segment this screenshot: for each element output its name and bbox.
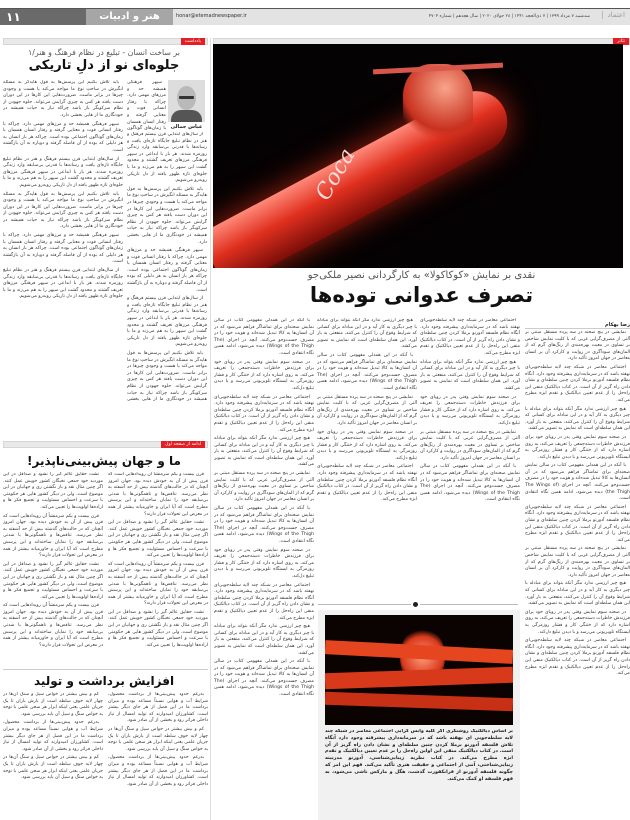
paragraph: نشت حقایق عالم گیر را نشود و صداقل در این موردید خود جمعی نخبگان کشور خویش عمل کنند. اگر چنین مثال نقد و باز نگشتن ری و جهانیان در این موضوع است، ولی در دیگر کشور هایی هر حکومتی با سرعت و احساس مسئولیت و تجمیع فکر ها و اراده‌ها اولویت‌ها را تعیین می‌کند. [3,472,103,510]
paragraph: در صحنه سوم نمایش وقتی پدر در رویای خود برای فرزندش خاطرات دسته‌جمعی را تعریف می‌کند، به روی اشاره دارد که از ختنگی کار و فشار روزمرگی به ایستگاه تلویزیونی می‌رسد و با دیدن تبلیغ دل‌کند. [214,547,314,579]
continued-tag: ادامه از صفحه اول [161,441,205,448]
theater-column-3 [317,318,417,590]
paragraph: باید تلاش بکنیم این پرسش‌ها به قول هایدگر به مسئله انگیزش در ساحتِ نوع ما مواجه می‌کند یا هست و وجودی چیزها در برابر ماست. ضرورت‌هایی این کارها در این دوران دست یافته هر کس به چیزی گرایش می‌تواند. جلوه جهودن از نظام سرکوبگر باز باشد چراکه نیاز به حیات همیشه در خودنگاری ما از هایی بخشی دارد. [3,80,123,118]
paragraph: اجتماعی معاصر در شبکه چند لایه سلطه‌جویی‌ای نهفته باشد که در سرمایه‌داری پیشرفته وجود دارد. آنگاه نظام فلسفه آدورنو برملا کردن چنین سلطه‌ای و نشان دادن راه گریز از آن است. در کتاب دیالکتیک منفی این راه‌حل را از عدم تعیین دیالکتیک و تقدم ابژه مطرح می‌کند. [525,364,630,403]
paragraph: اجتماعی معاصر در شبکه چند لایه سلطه‌جویی‌ای نهفته باشد که در سرمایه‌داری پیشرفته وجود دارد. آنگاه نظام فلسفه آدورنو برملا کردن چنین سلطه‌ای و نشان دادن راه گریز از آن است. در کتاب دیالکتیک منفی این راه‌حل را از عدم تعیین دیالکتیک و تقدم ابژه مطرح می‌کند. [214,394,314,433]
paragraph: باید تلاش بکنیم این پرسش‌ها به قول هایدگر به مسئله انگیزش در ساحتِ نوع ما مواجه می‌کند یا هست و وجودی چیزها در برابر ماست. ضرورت‌هایی این کارها در این دوران دست یافته هر کس به چیزی گرایش می‌تواند. جلوه جهودن از نظام سرکوبگر باز باشد چراکه نیاز به حیات همیشه در خودنگاری ما از هایی بخشی [127,351,207,403]
paragraph: اجتماعی معاصر در شبکه چند لایه سلطه‌جویی‌ای نهفته باشد که در سرمایه‌داری پیشرفته وجود دارد. آنگاه نظام فلسفه آدورنو برملا کردن چنین سلطه‌ای و نشان دادن راه گریز از آن است. در کتاب دیالکتیک منفی این راه‌حل را از عدم تعیین دیالکتیک و تقدم ابژه مطرح می‌کند. [525,504,630,543]
paragraph: نمایشی در پنج صحنه در سه پرده مستقل مبتنی بر آلتی از مصرف‌گرایی غربی که با کلیت نمایش شاخص بر تساوی در معیت بهره‌مندی از رنگ‌های گرم که از المان‌های سودآگری در روایت و کارکرد آن بر انسان معاصر در جهان امروز تأکید دارد. [525,330,630,362]
paragraph: اجتماعی معاصر در شبکه چند لایه سلطه‌جویی‌ای نهفته باشد که در سرمایه‌داری پیشرفته وجود دارد. آنگاه نظام فلسفه آدورنو برملا کردن چنین سلطه‌ای و نشان دادن راه گریز از آن است. در کتاب دیالکتیک منفی این راه‌حل را از عدم تعیین دیالکتیک و تقدم ابژه مطرح می‌کند. [317,464,417,503]
paragraph: با آنکه در این همدلی مفهومی کتاب در سالن نمایش صحنه‌ای برای تماشاگر فراهم می‌شود که در آن انسان‌ها به کالا تبدیل شده‌اند و هویت خود را در مصرف جست‌وجو می‌کنند. آنچه در اجرای (The Wings of the Thigh) دیده می‌شود، ادامه همین نگاه انتقادی است. [214,659,314,698]
paragraph: باید تلاش بکنیم این پرسش‌ها به قول هایدگر به مسئله انگیزش در ساحتِ نوع ما مواجه می‌کند یا هست و وجودی چیزها در برابر ماست. ضرورت‌هایی این کارها در این دوران دست یافته هر کس به چیزی گرایش می‌تواند. جلوه جهودن از نظام سرکوبگر باز باشد چراکه نیاز به حیات همیشه در خودنگاری ما از هایی بخشی دارد. [127,186,207,245]
paragraph: هیچ چیز ارزشی ندارد مگر آنکه بتواند برای مبادله با چیز دیگری به کار آید و در این مبادله برای کسانی که شرایط وقوع آن را کنترل می‌کنند، منفعتی به بار آورد. این همان سلطه‌ای است که نمایش به تصویر می‌کشد. [317,318,417,350]
article2-column-2 [3,472,103,667]
article2-column-1 [108,472,208,667]
note-kicker: بر ساخت انسان - تبلیغ در نظام فرهنگ و هنر/۱ [28,48,180,57]
theater-column-4 [214,318,314,820]
paragraph: از سال‌های ابتدایی قرن بیستم فرهنگ و هنر در نظام تبلیغ جایگاه تازه‌ای یافت و رسانه‌ها با قدرتی بی‌سابقه وارد زندگی روزمره شدند. هر بار با ابداعی در سپهر فرهنگی مرزهای تعریف گشتند و محدود گشت این سپهر را به هم می‌زند و ما با جلوه‌ای تازه ظهور یافته از دل تاریکی روبه‌رو می‌شویم. [127,296,207,348]
theater-tag: تئاتر [613,38,629,45]
note-tag-bar [3,38,208,45]
paragraph: سپهر فرهنگی همیشه حد و مرزهای مهمی دارد. چراکه با رفتار انسانی قوت و معنایی گرفته و رفتار انسان همسان با زمان‌های گوناگون اجتماعی بوده است. چراکه هر بار انسان به هر دلیلی که بوده از آن فاصله گرفته و دوباره به آن بازگشته است. [3,233,123,265]
note-column-1 [127,132,207,404]
paragraph: نشت حقایق عالم گیر را نشود و صداقل در این موردید خود جمعی نخبگان کشور خویش عمل کنند. اگر چنین مثال نقد و باز نگشتن ری و جهانیان در این موضوع است، ولی در دیگر کشور هایی هر حکومتی با سرعت و احساس مسئولیت و تجمیع فکر ها و اراده‌ها اولویت‌ها را تعیین می‌کند. [3,561,103,600]
paragraph: سپهر فرهنگی همیشه حد و مرزهای مهمی دارد. چراکه با رفتار انسانی قوت و معنایی گرفته و رفتار انسان همسان با زمان‌های گوناگون [127,80,166,132]
paragraph: کم و بیش بیشتر در خواص سیل و سنگ آن‌ها در چهار لایه خوف سلطه است از بارش باران تا یک جریان علمی یعنی اینکه ابزار هر سخن علمی با توجه به خواص سنگ و سیل آن باید بررسی شود. [108,726,208,752]
issue-date: سه‌شنبه ۷ مرداد ۱۳۹۹ | ۷ ذی‌الحجه ۱۴۴۱ | ۲۸ جولای ۲۰۲۰ | سال هجدهم | شماره ۴۷۰۴ [428,14,590,19]
paragraph: با آنکه در این همدلی مفهومی کتاب در سالن نمایش صحنه‌ای برای تماشاگر فراهم می‌شود که در آن انسان‌ها به کالا تبدیل شده‌اند و هویت خود را در مصرف جست‌وجو می‌کنند. آنچه در اجرای (The Wings of the Thigh) دیده می‌شود، ادامه همین نگاه انتقادی است. [317,352,417,391]
paragraph: از سال‌های ابتدایی قرن بیستم فرهنگ و هنر در نظام تبلیغ جایگاه تازه‌ای یافت و رسانه‌ها با قدرتی بی‌سابقه وارد زندگی روزمره شدند. هر بار با ابداعی در سپهر فرهنگی مرزهای تعریف گشتند و محدود گشت این سپهر را به هم می‌زند و ما با جلوه‌ای تازه ظهور یافته از دل تاریکی روبه‌رو می‌شویم. [3,268,123,300]
paragraph: باید تلاش بکنیم این پرسش‌ها به قول هایدگر به مسئله انگیزش در ساحتِ نوع ما مواجه می‌کند یا هست و وجودی چیزها در برابر ماست. ضرورت‌هایی این کارها در این دوران دست یافته هر کس به چیزی گرایش می‌تواند. جلوه جهودن از نظام سرکوبگر باز باشد چراکه نیاز به حیات همیشه در خودنگاری ما از هایی بخشی دارد. [3,191,123,230]
paragraph: کم و بیش بیشتر در خواص سیل و سنگ آن‌ها در چهار لایه خوف سلطه است از بارش باران تا یک جریان علمی یعنی اینکه ابزار هر سخن علمی با توجه به خواص سنگ و سیل آن باید بررسی شود. [3,692,103,717]
stage-photo [325,615,513,725]
paragraph: نمایشی در پنج صحنه در سه پرده مستقل مبتنی بر آلتی از مصرف‌گرایی غربی که با کلیت نمایش شاخص بر تساوی در معیت بهره‌مندی از رنگ‌های گرم که از المان‌های سودآگری در روایت و کارکرد آن بر انسان معاصر در جهان امروز تأکید دارد. [525,546,630,578]
paragraph: هیچ چیز ارزشی ندارد مگر آنکه بتواند برای مبادله با چیز دیگری به کار آید و در این مبادله برای کسانی که شرایط وقوع آن را کنترل می‌کنند، منفعتی به بار آورد. این همان سلطه‌ای است که نمایش به تصویر می‌کشد. [214,436,314,468]
divider [3,669,208,670]
paragraph: به‌رغم حدود پیش‌بینی‌ها از برداشت محصول، شرایط آب و هوایی نسبتاً مساعد بوده و میزان برداشت ما در این فصل از هر جای دیگر بیشتر است. کشاورزان امیدوارند که تولید امسال از نیاز داخلی فراتر رود و بخشی از آن صادر شود. [108,692,208,724]
paragraph: با آنکه در این همدلی مفهومی کتاب در سالن نمایش صحنه‌ای برای تماشاگر فراهم می‌شود که در آن انسان‌ها به کالا تبدیل شده‌اند و هویت خود را در مصرف جست‌وجو می‌کنند. آنچه در اجرای (The Wings of the Thigh) دیده می‌شود، ادامه همین نگاه انتقادی است. [214,506,314,544]
paragraph: از سال‌های ابتدایی قرن بیستم فرهنگ و هنر در نظام تبلیغ جایگاه تازه‌ای یافت و رسانه‌ها با قدرتی بی‌سابقه وارد زندگی روزمره شدند. هر بار با ابداعی در سپهر فرهنگی مرزهای تعریف گشتند و محدود گشت این سپهر را به هم می‌زند و ما با جلوه‌ای تازه ظهور یافته از دل تاریکی روبه‌رو می‌شویم. [3,156,123,188]
article3-headline: افزایش برداشت و تولید [33,674,175,688]
note-column-2 [3,80,123,404]
email-link[interactable]: honar@etemadnewspaper.ir [176,13,247,19]
section-divider [210,38,211,820]
paragraph: نشت حقایق عالم گیر را نشود و صداقل در این موردید خود جمعی نخبگان کشور خویش عمل کنند. اگر چنین مثال نقد و باز نگشتن ری و جهانیان در این موضوع است، ولی در دیگر کشور هایی هر حکومتی با سرعت و احساس مسئولیت و تجمیع فکر ها و اراده‌ها اولویت‌ها را تعیین می‌کند. [108,520,208,559]
paragraph: هیچ چیز ارزشی ندارد مگر آنکه بتواند برای مبادله با چیز دیگری به کار آید و در این مبادله برای کسانی که شرایط وقوع آن را کنترل می‌کنند، منفعتی به بار آورد. این همان سلطه‌ای است که نمایش به تصویر می‌کشد. [525,581,630,607]
paragraph: سپهر فرهنگی همیشه حد و مرزهای مهمی دارد. چراکه با رفتار انسانی قوت و معنایی گرفته و رفتار انسان همسان با زمان‌های گوناگون اجتماعی بوده است. چراکه هر بار انسان به هر دلیلی که بوده از آن فاصله گرفته و دوباره به آن بازگشته است. [3,121,123,153]
paragraph: سپهر فرهنگی همیشه حد و مرزهای مهمی دارد. چراکه با رفتار انسانی قوت و معنایی گرفته و رفتار انسان همسان با زمان‌های گوناگون اجتماعی بوده است. چراکه هر بار انسان به هر دلیلی که بوده از آن فاصله گرفته و دوباره به آن بازگشته است. [127,248,207,293]
paragraph: در صحنه سوم نمایش وقتی پدر در رویای خود برای فرزندش خاطرات دسته‌جمعی را تعریف می‌کند، به روی اشاره دارد که از ختنگی کار و فشار روزمرگی به ایستگاه تلویزیونی می‌رسد و با دیدن تبلیغ دل‌کند. [525,609,630,635]
paragraph: قرن بیست و یکم سرمنشأ آن رویدادهایی است که قرن پیش از آن به خودش دیده بود. جهان امروز آنچنان که در حالت‌های گذشته بیش از حد آشفته به نظر می‌رسد. تناقض‌ها و ناهمگونی‌ها با شدتی بی‌سابقه خود را نمایان ساخته‌اند و این پرسش مطرح است که آیا ایران و خاورمیانه بیشتر از همه در معرض این تحولات قرار دارند؟ [3,603,103,648]
ornament-icon [411,600,420,609]
paragraph: هیچ چیز ارزشی ندارد مگر آنکه بتواند برای مبادله با چیز دیگری به کار آید و در این مبادله برای کسانی که شرایط وقوع آن را کنترل می‌کنند، منفعتی به بار آورد. این همان سلطه‌ای است که نمایش به تصویر می‌کشد. [525,406,630,432]
paragraph: نمایشی در پنج صحنه در سه پرده مستقل مبتنی بر آلتی از مصرف‌گرایی غربی که با کلیت نمایش شاخص بر تساوی در معیت بهره‌مندی از رنگ‌های گرم که از المان‌های سودآگری در روایت و کارکرد آن بر انسان معاصر در جهان امروز تأکید دارد. [214,471,314,503]
newspaper-logo: اعتماد [602,11,625,19]
paragraph: از سال‌های ابتدایی قرن بیستم فرهنگ و هنر در نظام تبلیغ جایگاه تازه‌ای یافت و رسانه‌ها با قدرتی بی‌سابقه وارد زندگی روزمره شدند. هر بار با ابداعی در سپهر فرهنگی مرزهای تعریف گشتند و محدود گشت این سپهر را به هم می‌زند و ما با جلوه‌ای تازه ظهور یافته از دل تاریکی روبه‌رو می‌شویم. [127,132,207,184]
paragraph: قرن بیست و یکم سرمنشأ آن رویدادهایی است که قرن پیش از آن به خودش دیده بود. جهان امروز آنچنان که در حالت‌های گذشته بیش از حد آشفته به نظر می‌رسد. تناقض‌ها و ناهمگونی‌ها با شدتی بی‌سابقه خود را نمایان ساخته‌اند و این پرسش مطرح است که آیا ایران و خاورمیانه بیشتر از همه در معرض این تحولات قرار دارند؟ [3,513,103,559]
paragraph: اجتماعی معاصر در شبکه چند لایه سلطه‌جویی‌ای نهفته باشد که در سرمایه‌داری پیشرفته وجود دارد. آنگاه نظام فلسفه آدورنو برملا کردن چنین سلطه‌ای و نشان دادن راه گریز از آن است. در کتاب دیالکتیک منفی این راه‌حل را از عدم تعیین دیالکتیک و تقدم ابژه مطرح می‌کند. [420,318,520,356]
paragraph: نشت حقایق عالم گیر را نشود و صداقل در این موردید خود جمعی نخبگان کشور خویش عمل کنند. اگر چنین مثال نقد و باز نگشتن ری و جهانیان در این موضوع است، ولی در دیگر کشور هایی هر حکومتی با سرعت و احساس مسئولیت و تجمیع فکر ها و اراده‌ها اولویت‌ها را تعیین می‌کند. [108,609,208,648]
theater-column-1 [525,330,630,820]
paragraph: هیچ چیز ارزشی ندارد مگر آنکه بتواند برای مبادله با چیز دیگری به کار آید و در این مبادله برای کسانی که شرایط وقوع آن را کنترل می‌کنند، منفعتی به بار آورد. این همان سلطه‌ای است که نمایش به تصویر می‌کشد. [420,359,520,391]
article3-column-2 [3,692,103,820]
paragraph: نمایشی در پنج صحنه در سه پرده مستقل مبتنی بر آلتی از مصرف‌گرایی غربی که با کلیت نمایش شاخص بر تساوی در معیت بهره‌مندی از رنگ‌های گرم که از المان‌های سودآگری در روایت و کارکرد آن بر انسان معاصر در جهان امروز تأکید دارد. [317,394,417,426]
theater-column-2 [420,318,520,590]
paragraph: در صحنه سوم نمایش وقتی پدر در رویای خود برای فرزندش خاطرات دسته‌جمعی را تعریف می‌کند، به روی اشاره دارد که از ختنگی کار و فشار روزمرگی به ایستگاه تلویزیونی می‌رسد و با دیدن تبلیغ دل‌کند. [420,394,520,426]
theater-headline: تصرف عدوانی توده‌ها [309,283,534,307]
paragraph: در صحنه سوم نمایش وقتی پدر در رویای خود برای فرزندش خاطرات دسته‌جمعی را تعریف می‌کند، به روی اشاره دارد که از ختنگی کار و فشار روزمرگی به ایستگاه تلویزیونی می‌رسد و با دیدن تبلیغ دل‌کند. [214,359,314,391]
note-headline: جلوه‌ای نو از دلِ تاریکی [28,58,180,73]
page-number: ۱۱ [0,9,86,25]
article3-column-1 [108,692,208,820]
paragraph: اجتماعی معاصر در شبکه چند لایه سلطه‌جویی‌ای نهفته باشد که در سرمایه‌داری پیشرفته وجود دارد. آنگاه نظام فلسفه آدورنو برملا کردن چنین سلطه‌ای و نشان دادن راه گریز از آن است. در کتاب دیالکتیک منفی این راه‌حل را از عدم تعیین دیالکتیک و تقدم ابژه مطرح می‌کند. [214,582,314,621]
paragraph: با آنکه در این همدلی مفهومی کتاب در سالن نمایش صحنه‌ای برای تماشاگر فراهم می‌شود که در آن انسان‌ها به کالا تبدیل شده‌اند و هویت خود را در مصرف جست‌وجو می‌کنند. آنچه در اجرای (The Wings of the Thigh) دیده می‌شود، ادامه همین نگاه انتقادی است. [525,463,630,502]
paragraph: با آنکه در این همدلی مفهومی کتاب در سالن نمایش صحنه‌ای برای تماشاگر فراهم می‌شود که در آن انسان‌ها به کالا تبدیل شده‌اند و هویت خود را در مصرف جست‌وجو می‌کنند. آنچه در اجرای (The Wings of the Thigh) دیده می‌شود، ادامه همین نگاه انتقادی است. [420,464,520,503]
coca-cola-photo: Coca [213,44,623,268]
paragraph: اجتماعی معاصر در شبکه چند لایه سلطه‌جویی‌ای نهفته باشد که در سرمایه‌داری پیشرفته وجود دارد. آنگاه نظام فلسفه آدورنو برملا کردن چنین سلطه‌ای و نشان دادن راه گریز از آن است. در کتاب دیالکتیک منفی این راه‌حل را از عدم تعیین دیالکتیک و تقدم ابژه مطرح می‌کند. [525,638,630,677]
paragraph: به‌رغم حدود پیش‌بینی‌ها از برداشت محصول، شرایط آب و هوایی نسبتاً مساعد بوده و میزان برداشت ما در این فصل از هر جای دیگر بیشتر است. کشاورزان امیدوارند که تولید امسال از نیاز داخلی فراتر رود و بخشی از آن صادر شود. [3,720,103,752]
note-tag: یادداشت [181,38,205,45]
author-photo [168,80,205,122]
photo-caption: بر اساس دیالکتیک روشنگری اگر کلیه وابس گرایی اجتماعی معاصر در شبکه چند لایه سلطه‌جویی ای نهفته باشد که در سرمایه‌داری پیشرفته وجود دارد آنگاه تلاش فلسفه آدورنو برملا کردن چنین سلطه‌ای و نشان دادن راه گریز از آن است. در کتاب دیالکتیک منفی این اواین راه‌حل را بر عدم تعیین دیالکتیک و تقدم ابژه مطرح می‌کند. در کتاب نظریه زیبایی‌شناسی، آدورنو مدرنیته زیبایی‌شناختی، آتنی از اجتماعی و حقیقت هنری تأکید می‌کند. فهم این امر که چگونه فلسفه آدورنو از فرانکفورت گذشت، هگل و مارکس ناشی می‌شود، به فهم فلسفه او کمک می‌کند. [325,729,513,782]
continued-tag-bar [3,441,208,448]
theater-kicker: نقدی بر نمایش «کوکاکولا» به کارگردانی نصیر ملکی‌جو [307,270,536,281]
author-name: عباس جمالی [170,124,203,130]
paragraph: با آنکه در این همدلی مفهومی کتاب در سالن نمایش صحنه‌ای برای تماشاگر فراهم می‌شود که در آن انسان‌ها به کالا تبدیل شده‌اند و هویت خود را در مصرف جست‌وجو می‌کنند. آنچه در اجرای (The Wings of the Thigh) دیده می‌شود، ادامه همین نگاه انتقادی است. [214,318,314,356]
section-title: هنر و ادبیات [86,9,173,25]
paragraph: قرن بیست و یکم سرمنشأ آن رویدادهایی است که قرن پیش از آن به خودش دیده بود. جهان امروز آنچنان که در حالت‌های گذشته بیش از حد آشفته به نظر می‌رسد. تناقض‌ها و ناهمگونی‌ها با شدتی بی‌سابقه خود را نمایان ساخته‌اند و این پرسش مطرح است که آیا ایران و خاورمیانه بیشتر از همه در معرض این تحولات قرار دارند؟ [108,561,208,607]
paragraph: هیچ چیز ارزشی ندارد مگر آنکه بتواند برای مبادله با چیز دیگری به کار آید و در این مبادله برای کسانی که شرایط وقوع آن را کنترل می‌کنند، منفعتی به بار آورد. این همان سلطه‌ای است که نمایش به تصویر می‌کشد. [214,624,314,656]
page-header [0,8,630,25]
paragraph: به‌رغم حدود پیش‌بینی‌ها از برداشت محصول، شرایط آب و هوایی نسبتاً مساعد بوده و میزان برداشت ما در این فصل از هر جای دیگر بیشتر است. کشاورزان امیدوارند که تولید امسال از نیاز داخلی فراتر رود و بخشی از آن صادر شود. [108,755,208,787]
paragraph: کم و بیش بیشتر در خواص سیل و سنگ آن‌ها در چهار لایه خوف سلطه است از بارش باران تا یک جریان علمی یعنی اینکه ابزار هر سخن علمی با توجه به خواص سنگ و سیل آن باید بررسی شود. [3,755,103,781]
article2-headline: ما و جهان پیش‌بینی‌ناپذیر! [27,454,181,468]
note-column-1a [127,80,166,132]
paragraph: در صحنه سوم نمایش وقتی پدر در رویای خود برای فرزندش خاطرات دسته‌جمعی را تعریف می‌کند، به روی اشاره دارد که از ختنگی کار و فشار روزمرگی به ایستگاه تلویزیونی می‌رسد و با دیدن تبلیغ دل‌کند. [317,429,417,461]
paragraph: قرن بیست و یکم سرمنشأ آن رویدادهایی است که قرن پیش از آن به خودش دیده بود. جهان امروز آنچنان که در حالت‌های گذشته بیش از حد آشفته به نظر می‌رسد. تناقض‌ها و ناهمگونی‌ها با شدتی بی‌سابقه خود را نمایان ساخته‌اند و این پرسش مطرح است که آیا ایران و خاورمیانه بیشتر از همه در معرض این تحولات قرار دارند؟ [108,472,208,517]
paragraph: در صحنه سوم نمایش وقتی پدر در رویای خود برای فرزندش خاطرات دسته‌جمعی را تعریف می‌کند، به روی اشاره دارد که از ختنگی کار و فشار روزمرگی به ایستگاه تلویزیونی می‌رسد و با دیدن تبلیغ دل‌کند. [525,434,630,460]
paragraph: نمایشی در پنج صحنه در سه پرده مستقل مبتنی بر آلتی از مصرف‌گرایی غربی که با کلیت نمایش شاخص بر تساوی در معیت بهره‌مندی از رنگ‌های گرم که از المان‌های سودآگری در روایت و کارکرد آن بر انسان معاصر در جهان امروز تأکید دارد. [420,429,520,461]
byline: رضا بهکام [525,322,630,329]
